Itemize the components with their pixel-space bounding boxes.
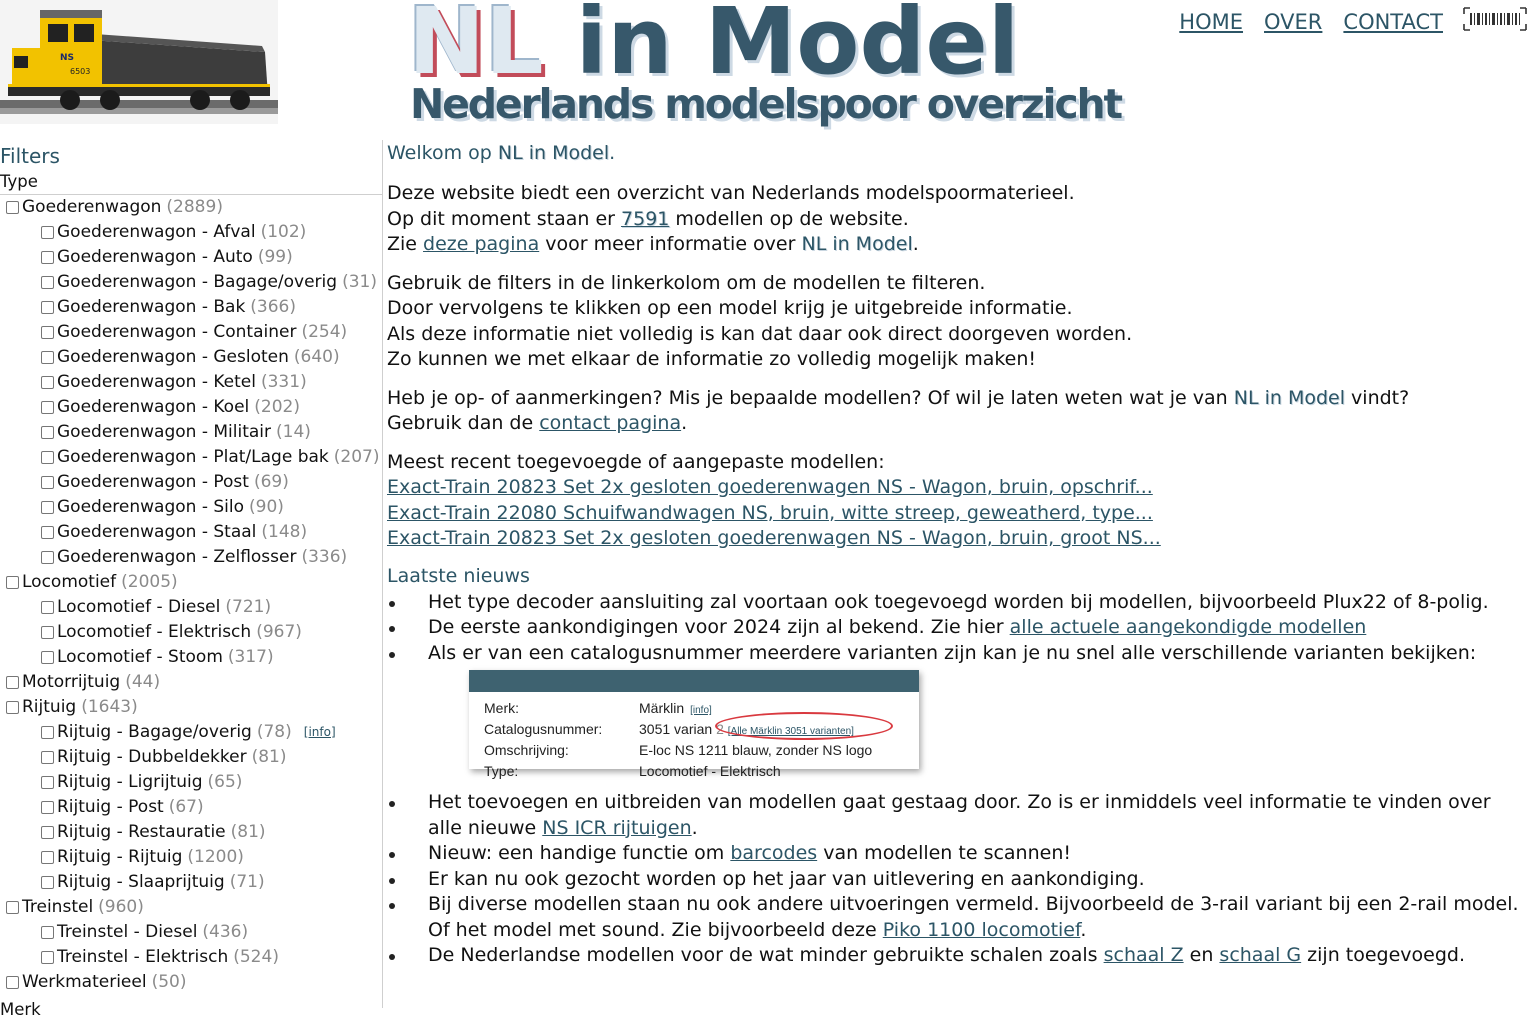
- filter-item[interactable]: [0, 320, 382, 345]
- news-list: [387, 590, 1527, 969]
- filter-checkbox[interactable]: [6, 201, 19, 214]
- recent-model-link[interactable]: Exact-Train 20823 Set 2x gesloten goederenwagen NS - Wagon, bruin, opschrif...: [387, 476, 1153, 498]
- filter-label[interactable]: Goederenwagon - Plat/Lage bak: [57, 447, 329, 467]
- filter-item[interactable]: [0, 945, 382, 970]
- nav-contact-link[interactable]: CONTACT: [1343, 10, 1443, 34]
- filter-count: (967): [256, 622, 302, 642]
- top-navigation: [1179, 10, 1443, 34]
- filter-item[interactable]: [0, 420, 382, 445]
- filter-label[interactable]: Rijtuig: [22, 697, 77, 717]
- announced-models-link[interactable]: alle actuele aangekondigde modellen: [1009, 616, 1367, 638]
- news-item: Het toevoegen en uitbreiden van modellen gaat gestaag door. Zo is er inmiddels veel informatie te vinden over alle nieuwe NS ICR rijtuigen.: [387, 790, 1527, 841]
- filter-label[interactable]: Treinstel: [22, 897, 94, 917]
- filter-checkbox[interactable]: [41, 776, 54, 789]
- filter-checkbox[interactable]: [41, 826, 54, 839]
- filter-label[interactable]: Goederenwagon - Afval: [57, 222, 256, 242]
- filter-item[interactable]: [0, 370, 382, 395]
- filter-label[interactable]: Goederenwagon - Bak: [57, 297, 246, 317]
- model-count-link[interactable]: 7591: [621, 207, 670, 230]
- filter-label[interactable]: Goederenwagon - Silo: [57, 497, 244, 517]
- filter-item[interactable]: [0, 520, 382, 545]
- filter-group-merk-title: Merk: [0, 1000, 41, 1019]
- filter-item[interactable]: [0, 720, 382, 745]
- filter-label[interactable]: Rijtuig - Dubbeldekker: [57, 747, 247, 767]
- filter-count: (99): [257, 247, 293, 267]
- filter-checkbox[interactable]: [41, 251, 54, 264]
- filter-item[interactable]: [0, 770, 382, 795]
- filter-count: (524): [233, 947, 279, 967]
- filter-count: (50): [151, 972, 187, 992]
- news-title: Laatste nieuws: [387, 564, 530, 587]
- screenshot-header-bar: [469, 670, 919, 692]
- filter-count: (81): [230, 822, 266, 842]
- filter-label[interactable]: Rijtuig - Ligrijtuig: [57, 772, 203, 792]
- filter-checkbox[interactable]: [41, 851, 54, 864]
- filter-label[interactable]: Locomotief: [22, 572, 117, 592]
- filter-item[interactable]: [0, 445, 382, 470]
- filter-count: (69): [253, 472, 289, 492]
- filter-item[interactable]: [0, 795, 382, 820]
- header: [0, 0, 1536, 135]
- filter-count: (2889): [166, 197, 223, 217]
- news-item: Het type decoder aansluiting zal voortaan ook toegevoegd worden bij modellen, bijvoorbeeld Plux22 of 8-polig.: [387, 590, 1527, 616]
- filter-label[interactable]: Goederenwagon - Ketel: [57, 372, 256, 392]
- filter-count: (81): [251, 747, 287, 767]
- recent-model-link[interactable]: Exact-Train 20823 Set 2x gesloten goederenwagen NS - Wagon, bruin, groot NS...: [387, 527, 1161, 549]
- filter-count: (254): [301, 322, 348, 342]
- filter-item[interactable]: [0, 495, 382, 520]
- filter-item[interactable]: [0, 570, 382, 595]
- filter-checkbox[interactable]: [41, 801, 54, 814]
- filter-item[interactable]: [0, 895, 382, 920]
- filter-checkbox[interactable]: [41, 526, 54, 539]
- screenshot-row-merk: Merk: Märklin [info]: [484, 700, 712, 716]
- locomotive-image[interactable]: [0, 0, 278, 124]
- filter-item[interactable]: [0, 670, 382, 695]
- filter-checkbox[interactable]: [6, 901, 19, 914]
- filter-count: (366): [250, 297, 297, 317]
- filter-item[interactable]: [0, 270, 382, 295]
- filter-count: (44): [125, 672, 161, 692]
- filter-label[interactable]: Rijtuig - Restauratie: [57, 822, 226, 842]
- filter-item[interactable]: [0, 195, 382, 220]
- filter-label[interactable]: Rijtuig - Slaaprijtuig: [57, 872, 225, 892]
- filter-checkbox[interactable]: [41, 501, 54, 514]
- filter-checkbox[interactable]: [41, 351, 54, 364]
- about-page-link[interactable]: deze pagina: [423, 233, 540, 255]
- filter-checkbox[interactable]: [41, 726, 54, 739]
- filter-count: (67): [168, 797, 204, 817]
- filter-count: (1643): [81, 697, 138, 717]
- filter-count: (78): [256, 722, 292, 742]
- filter-item[interactable]: [0, 695, 382, 720]
- filter-checkbox[interactable]: [41, 876, 54, 889]
- filter-count: (202): [254, 397, 300, 417]
- filters-sidebar: [0, 140, 383, 1019]
- filter-checkbox[interactable]: [41, 276, 54, 289]
- filter-count: (90): [249, 497, 284, 517]
- filter-count: (331): [260, 372, 307, 392]
- usage-paragraph: Gebruik de filters in de linkerkolom om de modellen te filteren. Door vervolgens te klikken op een model krijg je uitgebreide informatie. Als deze informatie niet volledig is kan dat daar ook direct doorgeven worden. Zo kunnen we met elkaar de informatie zo volledig mogelijk maken!: [387, 271, 1133, 370]
- filter-label[interactable]: Goederenwagon - Post: [57, 472, 249, 492]
- screenshot-row-catalog: Catalogusnummer: 3051 varian 2 [Alle Märklin 3051 varianten]: [484, 721, 854, 737]
- svg-text:6503: 6503: [70, 67, 91, 76]
- filter-label[interactable]: Goederenwagon - Container: [57, 322, 297, 342]
- news-item: Bij diverse modellen staan nu ook andere uitvoeringen vermeld. Bijvoorbeeld de 3-rail variant bij een 2-rail model. Of het model met sound. Zie bijvoorbeeld deze Piko 1100 locomotief.: [387, 892, 1527, 943]
- screenshot-row-type: Type: Locomotief - Elektrisch: [484, 763, 781, 779]
- filter-count: (2005): [121, 572, 178, 592]
- filter-label[interactable]: Werkmaterieel: [22, 972, 147, 992]
- intro-paragraph: Deze website biedt een overzicht van Nederlands modelspoormaterieel. Op dit moment staan er 7591 modellen op de website. Zie deze pagina voor meer informatie over NL in Model.: [387, 182, 1075, 255]
- filter-label[interactable]: Locomotief - Diesel: [57, 597, 221, 617]
- filter-item[interactable]: [0, 845, 382, 870]
- filter-checkbox[interactable]: [41, 601, 54, 614]
- filter-count: (102): [260, 222, 307, 242]
- filter-item[interactable]: [0, 970, 382, 995]
- filter-checkbox[interactable]: [41, 751, 54, 764]
- feedback-paragraph: Heb je op- of aanmerkingen? Mis je bepaalde modellen? Of wil je laten weten wat je van NL in Model vindt? Gebruik dan de contact pagina.: [387, 386, 1410, 434]
- filter-checkbox[interactable]: [6, 976, 19, 989]
- filter-count: (1200): [187, 847, 244, 867]
- filter-count: (148): [261, 522, 308, 542]
- main-content: [387, 140, 1527, 969]
- filter-count: (71): [229, 872, 265, 892]
- filter-label[interactable]: Goederenwagon - Militair: [57, 422, 271, 442]
- filter-checkbox[interactable]: [41, 326, 54, 339]
- barcode-scanner-icon[interactable]: [1462, 6, 1528, 32]
- filter-checkbox[interactable]: [41, 926, 54, 939]
- filters-title: Filters: [0, 144, 60, 168]
- filter-checkbox[interactable]: [41, 626, 54, 639]
- filter-label[interactable]: Rijtuig - Post: [57, 797, 164, 817]
- nav-home-link[interactable]: HOME: [1179, 10, 1244, 34]
- news-item: De eerste aankondigingen voor 2024 zijn al bekend. Zie hier alle actuele aangekondigde modellen: [387, 615, 1527, 641]
- svg-text:NS: NS: [60, 53, 75, 63]
- filter-label[interactable]: Rijtuig - Rijtuig: [57, 847, 183, 867]
- filter-checkbox[interactable]: [6, 701, 19, 714]
- filter-item[interactable]: [0, 295, 382, 320]
- welcome-heading: Welkom op NL in Model.: [387, 142, 616, 164]
- filter-group-type-title: Type: [0, 170, 382, 195]
- filter-checkbox[interactable]: [41, 476, 54, 489]
- filter-checkbox[interactable]: [41, 401, 54, 414]
- ns-icr-link[interactable]: NS ICR rijtuigen: [542, 816, 692, 839]
- filter-label[interactable]: Goederenwagon - Gesloten: [57, 347, 289, 367]
- filter-checkbox[interactable]: [41, 426, 54, 439]
- filter-item[interactable]: [0, 470, 382, 495]
- variants-example-screenshot: [469, 670, 919, 779]
- filter-checkbox[interactable]: [41, 451, 54, 464]
- filter-item[interactable]: [0, 245, 382, 270]
- filter-count: (317): [227, 647, 274, 667]
- filter-label[interactable]: Locomotief - Elektrisch: [57, 622, 252, 642]
- site-logo[interactable]: [404, 0, 1121, 134]
- barcodes-link[interactable]: barcodes: [730, 842, 818, 864]
- filter-label[interactable]: Goederenwagon: [22, 197, 162, 217]
- filter-count: (207): [333, 447, 380, 467]
- filter-count: (960): [98, 897, 144, 917]
- filter-label[interactable]: Goederenwagon - Bagage/overig: [57, 272, 338, 292]
- filter-info-link[interactable]: [info]: [303, 725, 336, 739]
- recent-model-link[interactable]: Exact-Train 22080 Schuifwandwagen NS, bruin, witte streep, geweatherd, type...: [387, 501, 1153, 524]
- filter-item[interactable]: [0, 595, 382, 620]
- filter-item[interactable]: [0, 395, 382, 420]
- scale-z-link[interactable]: schaal Z: [1103, 944, 1184, 966]
- news-item: Als er van een catalogusnummer meerdere varianten zijn kan je nu snel alle verschillende varianten bekijken: Merk: Märklin [info] Catalogusnummer: 3051 varian 2 [Alle Märklin 3051 varianten] Omschrijving: E-loc NS 1211 blauw, zonder NS logo Type: Locomotief - Elektrisch: [387, 641, 1527, 770]
- filter-count: (65): [207, 772, 243, 792]
- logo-title: NL in Model: [408, 0, 1020, 95]
- filter-label[interactable]: Goederenwagon - Staal: [57, 522, 257, 542]
- news-item: De Nederlandse modellen voor de wat minder gebruikte schalen zoals schaal Z en schaal G zijn toegevoegd.: [387, 943, 1527, 969]
- filter-checkbox[interactable]: [41, 376, 54, 389]
- filter-item[interactable]: [0, 745, 382, 770]
- logo-subtitle: Nederlands modelspoor overzicht: [410, 80, 1121, 128]
- filter-label[interactable]: Treinstel - Diesel: [57, 922, 198, 942]
- filter-checkbox[interactable]: [6, 676, 19, 689]
- filter-count: (640): [293, 347, 340, 367]
- filter-checkbox[interactable]: [41, 226, 54, 239]
- filter-count: (14): [276, 422, 311, 442]
- filter-checkbox[interactable]: [41, 651, 54, 664]
- piko-1100-link[interactable]: Piko 1100 locomotief: [882, 918, 1081, 941]
- filter-count: (436): [202, 922, 249, 942]
- contact-page-link[interactable]: contact pagina: [539, 412, 682, 434]
- filter-label[interactable]: Goederenwagon - Zelflosser: [57, 547, 297, 567]
- nav-over-link[interactable]: OVER: [1264, 10, 1323, 34]
- filter-label[interactable]: Rijtuig - Bagage/overig: [57, 722, 252, 742]
- type-filter-list: [0, 195, 382, 995]
- filter-item[interactable]: [0, 545, 382, 570]
- filter-item[interactable]: [0, 820, 382, 845]
- filter-checkbox[interactable]: [41, 951, 54, 964]
- screenshot-row-description: Omschrijving: E-loc NS 1211 blauw, zonder NS logo: [484, 742, 873, 758]
- filter-label[interactable]: Goederenwagon - Koel: [57, 397, 250, 417]
- filter-checkbox[interactable]: [6, 576, 19, 589]
- filter-count: (336): [301, 547, 348, 567]
- filter-item[interactable]: [0, 620, 382, 645]
- recent-models: [387, 450, 1527, 552]
- filter-label[interactable]: Goederenwagon - Auto: [57, 247, 253, 267]
- filter-checkbox[interactable]: [41, 551, 54, 564]
- filter-label[interactable]: Motorrijtuig: [22, 672, 121, 692]
- news-item: Er kan nu ook gezocht worden op het jaar van uitlevering en aankondiging.: [387, 867, 1527, 893]
- filter-item[interactable]: [0, 220, 382, 245]
- filter-label[interactable]: Locomotief - Stoom: [57, 647, 223, 667]
- scale-g-link[interactable]: schaal G: [1219, 944, 1302, 966]
- news-item: Nieuw: een handige functie om barcodes van modellen te scannen!: [387, 841, 1527, 867]
- recent-models-title: Meest recent toegevoegde of aangepaste modellen:: [387, 450, 885, 473]
- filter-item[interactable]: [0, 920, 382, 945]
- filter-count: (31): [342, 272, 377, 292]
- filter-checkbox[interactable]: [41, 301, 54, 314]
- filter-item[interactable]: [0, 645, 382, 670]
- filter-item[interactable]: [0, 870, 382, 895]
- filter-item[interactable]: [0, 345, 382, 370]
- filter-label[interactable]: Treinstel - Elektrisch: [57, 947, 229, 967]
- filter-count: (721): [225, 597, 272, 617]
